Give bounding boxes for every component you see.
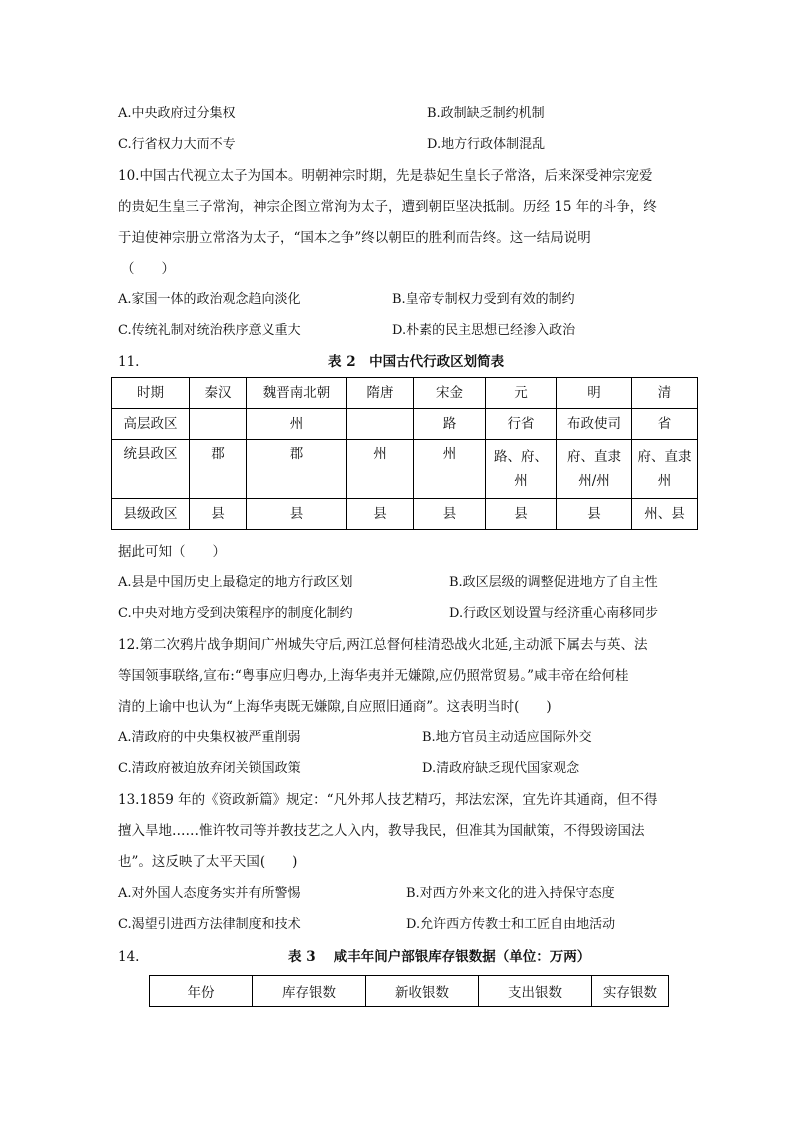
cell-line: 州 xyxy=(657,473,672,489)
q10-stem-line-3: 于迫使神宗册立常洛为太子，“国本之争”终以朝臣的胜利而告终。这一结局说明 xyxy=(118,230,591,246)
q12-stem-line-3: 清的上谕中也认为“上海华夷既无嫌隙,自应照旧通商”。这表明当时( ) xyxy=(118,699,552,715)
header-cell: 支出银数 xyxy=(479,976,592,1007)
table-cell: 县 xyxy=(190,499,247,530)
cell-line: 州/州 xyxy=(578,473,610,489)
table-row xyxy=(112,440,698,499)
table-cell xyxy=(190,409,247,440)
cell-line: 路、府、 xyxy=(494,449,548,465)
table-cell-wrapped xyxy=(557,440,632,499)
cell-line: 府、直隶 xyxy=(637,449,692,465)
q12-stem-line-1: 12.第二次鸦片战争期间广州城失守后,两江总督何桂清恐战火北延,主动派下属去与英、法 xyxy=(118,637,648,653)
q10-answer-blank: （ ） xyxy=(121,261,175,277)
table-cell: 县 xyxy=(414,499,486,530)
q9-option-c: C.行省权力大而不专 xyxy=(118,137,236,152)
q10-option-a: A.家国一体的政治观念趋向淡化 xyxy=(118,292,301,307)
table-cell: 县 xyxy=(247,499,347,530)
cell-line: 州 xyxy=(514,473,528,489)
table-row xyxy=(112,409,698,440)
header-cell: 库存银数 xyxy=(253,976,366,1007)
table-row xyxy=(112,499,698,530)
q12-option-d: D.清政府缺乏现代国家观念 xyxy=(422,761,580,776)
table-cell xyxy=(347,409,414,440)
header-cell: 新收银数 xyxy=(366,976,479,1007)
header-cell: 宋金 xyxy=(414,378,486,409)
header-cell: 明 xyxy=(557,378,632,409)
table-cell: 县 xyxy=(486,499,557,530)
q11-stem: 据此可知（ ） xyxy=(118,544,226,560)
header-cell: 隋唐 xyxy=(347,378,414,409)
q12-option-b: B.地方官员主动适应国际外交 xyxy=(422,730,592,745)
table-cell: 州、县 xyxy=(632,499,698,530)
table-header-row xyxy=(150,976,669,1007)
q14-table-title: 表 3 咸丰年间户部银库存银数据（单位：万两） xyxy=(288,949,591,965)
q10-option-b: B.皇帝专制权力受到有效的制约 xyxy=(392,292,575,307)
table-cell: 路 xyxy=(414,409,486,440)
table-header-row xyxy=(112,378,698,409)
table-cell: 行省 xyxy=(486,409,557,440)
table-cell: 省 xyxy=(632,409,698,440)
q11-option-d: D.行政区划设置与经济重心南移同步 xyxy=(449,606,659,621)
header-cell: 实存银数 xyxy=(592,976,669,1007)
q13-option-b: B.对西方外来文化的进入持保守态度 xyxy=(406,886,615,901)
q13-option-c: C.渴望引进西方法律制度和技术 xyxy=(118,917,301,932)
q11-table-title: 表 2 中国古代行政区划简表 xyxy=(328,354,505,370)
q9-option-a: A.中央政府过分集权 xyxy=(118,106,236,121)
q14-number: 14. xyxy=(118,949,140,965)
table-cell: 郡 xyxy=(247,440,347,499)
table-cell: 布政使司 xyxy=(557,409,632,440)
q11-option-c: C.中央对地方受到决策程序的制度化制约 xyxy=(118,606,353,621)
table-cell: 州 xyxy=(247,409,347,440)
q10-option-d: D.朴素的民主思想已经渗入政治 xyxy=(392,323,576,338)
table-cell-wrapped xyxy=(632,440,698,499)
cell-line: 府、直隶 xyxy=(567,449,621,465)
table-cell: 县级政区 xyxy=(112,499,190,530)
table-cell: 县 xyxy=(347,499,414,530)
q13-option-a: A.对外国人态度务实并有所警惕 xyxy=(118,886,301,901)
table-cell: 郡 xyxy=(190,440,247,499)
table-cell: 州 xyxy=(414,440,486,499)
table-cell: 统县政区 xyxy=(112,440,190,499)
q11-number: 11. xyxy=(118,354,140,370)
table-3-silver-reserves xyxy=(149,975,669,1007)
table-cell: 州 xyxy=(347,440,414,499)
q13-stem-line-2: 擅入旱地……惟许牧司等并教技艺之人入内，教导我民，但准其为国献策，不得毁谤国法 xyxy=(118,823,645,839)
q10-stem-line-1: 10.中国古代视立太子为国本。明朝神宗时期，先是恭妃生皇长子常洛，后来深受神宗宠爱 xyxy=(118,168,653,184)
header-cell: 元 xyxy=(486,378,557,409)
q11-option-a: A.县是中国历史上最稳定的地方行政区划 xyxy=(118,575,353,590)
q12-option-a: A.清政府的中央集权被严重削弱 xyxy=(118,730,301,745)
q12-stem-line-2: 等国领事联络,宣布:“粤事应归粤办,上海华夷并无嫌隙,应仍照常贸易。”咸丰帝在给何桂 xyxy=(118,668,629,684)
header-cell: 时期 xyxy=(112,378,190,409)
q11-option-b: B.政区层级的调整促进地方了自主性 xyxy=(449,575,658,590)
header-cell: 清 xyxy=(632,378,698,409)
table-cell: 县 xyxy=(557,499,632,530)
q9-option-b: B.政制缺乏制约机制 xyxy=(427,106,545,121)
header-cell: 秦汉 xyxy=(190,378,247,409)
table-cell-wrapped xyxy=(486,440,557,499)
q13-stem-line-3: 也”。这反映了太平天国( ) xyxy=(118,854,298,870)
q13-option-d: D.允许西方传教士和工匠自由地活动 xyxy=(406,917,616,932)
header-cell: 魏晋南北朝 xyxy=(247,378,347,409)
table-2-admin-divisions xyxy=(111,377,698,530)
q12-option-c: C.清政府被迫放弃闭关锁国政策 xyxy=(118,761,301,776)
q13-stem-line-1: 13.1859 年的《资政新篇》规定：“凡外邦人技艺精巧，邦法宏深，宜先许其通商，但不得 xyxy=(118,792,658,808)
q10-option-c: C.传统礼制对统治秩序意义重大 xyxy=(118,323,301,338)
q9-option-d: D.地方行政体制混乱 xyxy=(427,137,546,152)
table-cell: 高层政区 xyxy=(112,409,190,440)
q10-stem-line-2: 的贵妃生皇三子常洵，神宗企图立常洵为太子，遭到朝臣坚决抵制。历经 15 年的斗争，终 xyxy=(118,199,657,215)
header-cell: 年份 xyxy=(150,976,253,1007)
